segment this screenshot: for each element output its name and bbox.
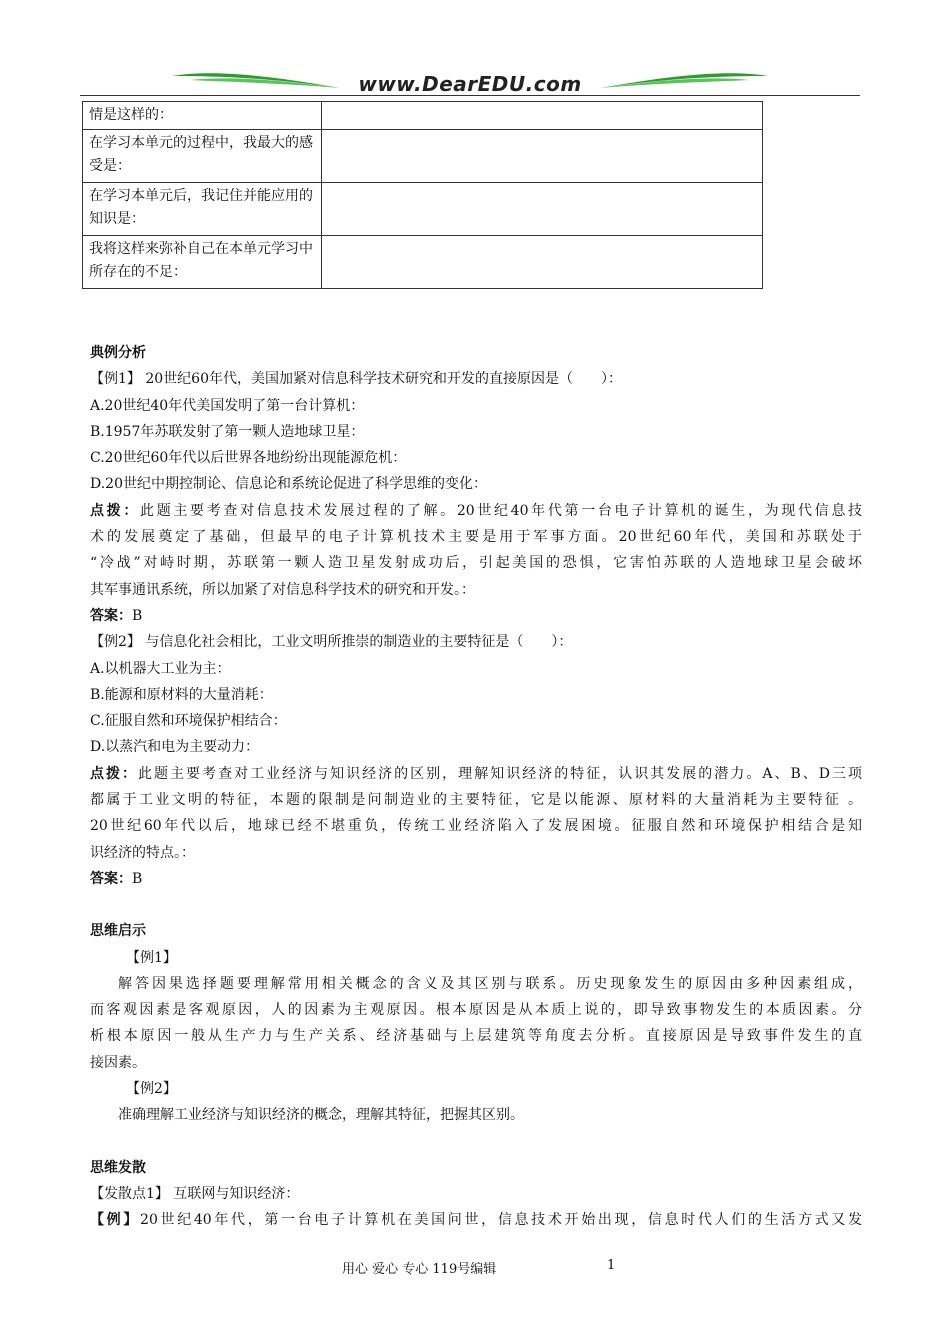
option-b: B.1957年苏联发射了第一颗人造地球卫星： <box>90 423 365 440</box>
section-title: 典例分析 <box>90 345 146 361</box>
hint-label: 点拨： <box>90 502 141 519</box>
hint-label: 点拨： <box>90 765 139 782</box>
example-line <box>90 1207 862 1233</box>
example-label: 【例2】 <box>126 1081 177 1098</box>
answer-line <box>90 603 862 629</box>
table-row <box>83 183 763 236</box>
option-c: C.征服自然和环境保护相结合： <box>90 713 287 730</box>
paragraph-line: 析根本原因一般从生产力与生产关系、经济基础与上层建筑等角度去分析。直接原因是导致事件发生的直 <box>90 1028 862 1045</box>
spacer <box>90 892 862 918</box>
table-cell-question: 情是这样的： <box>83 102 322 130</box>
paragraph-line: 准确理解工业经济与知识经济的概念，理解其特征，把握其区别。 <box>118 1107 524 1124</box>
table-row <box>83 130 763 183</box>
paragraph-line: 解答因果选择题要理解常用相关概念的含义及其区别与联系。历史现象发生的原因由多种因素组成， <box>118 975 862 992</box>
paragraph-line: 接因素。 <box>90 1054 146 1071</box>
footer-text: 用心 爱心 专心 119号编辑 <box>342 1262 497 1277</box>
hint-line <box>90 761 862 787</box>
question-stem: 【例2】 与信息化社会相比，工业文明所推崇的制造业的主要特征是（ ）： <box>90 634 573 651</box>
hint-line: 术的发展奠定了基础，但最早的电子计算机技术主要是用于军事方面。20世纪60年代，美国和苏联处于 <box>90 529 862 546</box>
paragraph-line: 而客观因素是客观原因，人的因素为主观原因。根本原因是从本质上说的，即导致事物发生的本质因素。分 <box>90 1002 862 1019</box>
answer-label: 答案： <box>90 607 132 624</box>
hint-line: 识经济的特点。： <box>90 844 195 861</box>
table-cell-question: 在学习本单元后，我记住并能应用的知识是： <box>83 183 322 236</box>
hint-text: 此题主要考查对信息技术发展过程的了解。20世纪40年代第一台电子计算机的诞生，为现代信息技 <box>140 502 862 519</box>
option-d: D.20世纪中期控制论、信息论和系统论促进了科学思维的变化： <box>90 476 487 493</box>
answer-value: B <box>132 607 143 624</box>
divergence-point: 【发散点1】 互联网与知识经济： <box>90 1185 300 1202</box>
option-d: D.以蒸汽和电为主要动力： <box>90 739 260 756</box>
main-content <box>90 340 862 1234</box>
answer-line <box>90 866 862 892</box>
hint-line: 其军事通讯系统，所以加紧了对信息科学技术的研究和开发。： <box>90 581 475 598</box>
spacer <box>90 1129 862 1155</box>
header-banner <box>80 66 860 98</box>
section-title: 思维启示 <box>90 923 146 940</box>
reflection-table <box>82 101 763 289</box>
answer-value: B <box>132 870 143 887</box>
hint-line: 都属于工业文明的特征，本题的限制是问制造业的主要特征，它是以能源、原材料的大量消耗为主要特征 。 <box>90 792 862 809</box>
table-row <box>83 102 763 130</box>
option-b: B.能源和原材料的大量消耗： <box>90 686 273 703</box>
example-text: 20世纪40年代，第一台电子计算机在美国问世，信息技术开始出现，信息时代人们的生活方式又发 <box>140 1212 862 1229</box>
table-cell-question: 在学习本单元的过程中，我最大的感受是： <box>83 130 322 183</box>
table-row <box>83 236 763 289</box>
header-divider <box>80 95 860 96</box>
question-stem: 【例1】 20世纪60年代，美国加紧对信息科学技术研究和开发的直接原因是（ ）： <box>90 371 622 388</box>
table-cell-answer[interactable] <box>322 236 763 289</box>
example-label: 【例1】 <box>126 949 177 966</box>
hint-line: “冷战”对峙时期，苏联第一颗人造卫星发射成功后，引起美国的恐惧，它害怕苏联的人造地球卫星会破坏 <box>90 555 862 572</box>
table-cell-answer[interactable] <box>322 130 763 183</box>
hint-line: 20世纪60年代以后，地球已经不堪重负，传统工业经济陷入了发展困境。征服自然和环境保护相结合是知 <box>90 818 862 835</box>
table-cell-question: 我将这样来弥补自己在本单元学习中所存在的不足： <box>83 236 322 289</box>
answer-label: 答案： <box>90 870 132 887</box>
site-logo[interactable]: www.DearEDU.com <box>358 72 582 96</box>
option-a: A.以机器大工业为主： <box>90 660 231 677</box>
hint-line <box>90 498 862 524</box>
page-number: 1 <box>607 1258 616 1273</box>
section-title: 思维发散 <box>90 1159 146 1176</box>
option-c: C.20世纪60年代以后世界各地纷纷出现能源危机： <box>90 450 407 467</box>
example-label: 【例】 <box>90 1212 141 1229</box>
table-cell-answer[interactable] <box>322 183 763 236</box>
table-cell-answer[interactable] <box>322 102 763 130</box>
hint-text: 此题主要考查对工业经济与知识经济的区别，理解知识经济的特征，认识其发展的潜力。A、B、D三项 <box>138 765 863 782</box>
option-a: A.20世纪40年代美国发明了第一台计算机： <box>90 397 365 414</box>
